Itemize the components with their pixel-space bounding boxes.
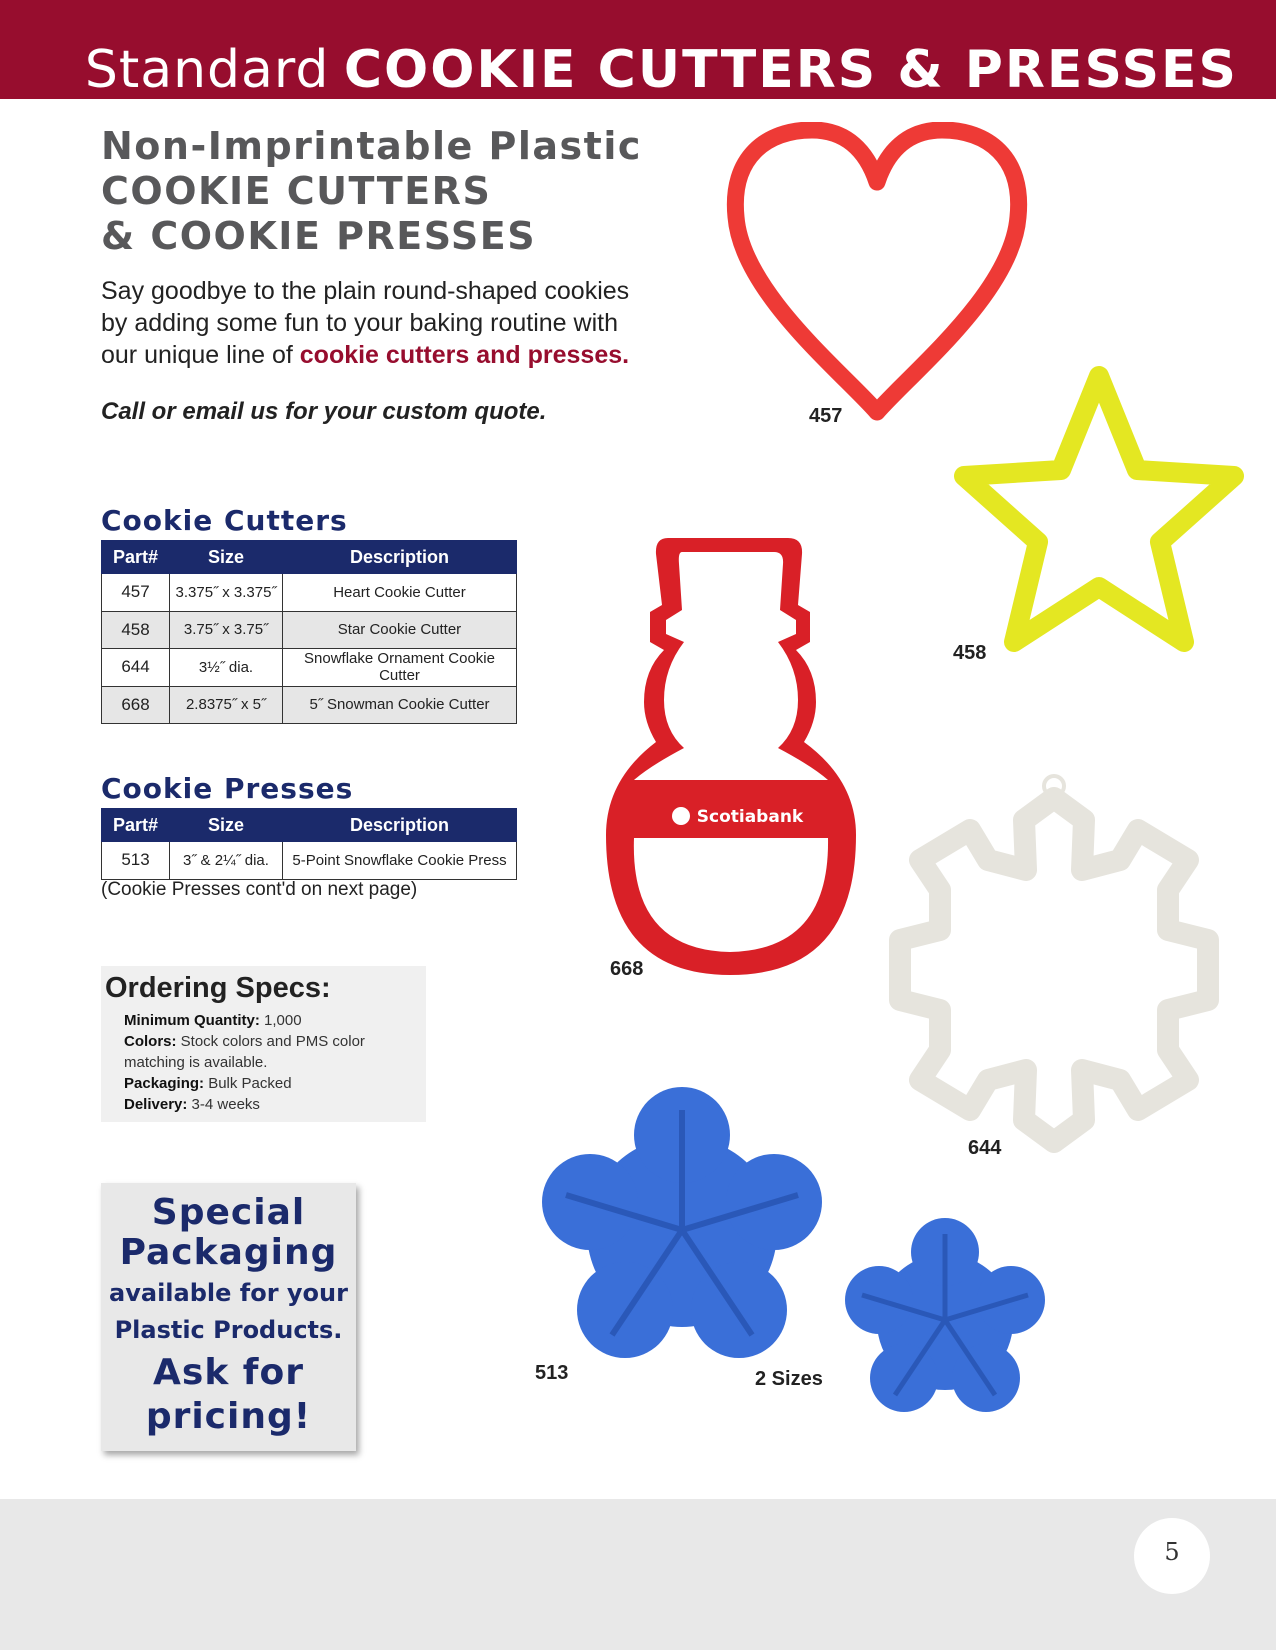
cell-description: Snowflake Ornament Cookie Cutter [283, 649, 517, 687]
page-title [85, 40, 1238, 100]
spec-value: 3-4 weeks [187, 1096, 260, 1113]
ordering-specs-title: Ordering Specs: [105, 972, 331, 1004]
presses-table [101, 808, 517, 880]
cell-part: 458 [102, 611, 170, 649]
column-header-size: Size [170, 809, 283, 842]
page-number: 5 [1164, 1538, 1180, 1566]
table-header-row [102, 541, 517, 574]
cell-size: 3½˝ dia. [170, 649, 283, 687]
cell-size: 2.8375˝ x 5˝ [170, 686, 283, 724]
table-header-row [102, 809, 517, 842]
main-heading [101, 124, 642, 259]
spec-colors [124, 1031, 419, 1073]
spec-minimum-quantity [124, 1010, 419, 1031]
spec-label: Packaging: [124, 1075, 205, 1092]
scotiabank-logo-text: Scotiabank [696, 807, 804, 827]
column-header-part: Part# [102, 809, 170, 842]
heading-line-1: Non-Imprintable Plastic [101, 124, 642, 168]
snowflake-cookie-cutter-image [888, 770, 1223, 1170]
label-644: 644 [968, 1137, 1002, 1159]
table-row [102, 611, 517, 649]
table-row [102, 686, 517, 724]
column-header-description: Description [283, 809, 517, 842]
label-668: 668 [610, 958, 644, 980]
cell-description: 5-Point Snowflake Cookie Press [283, 842, 517, 880]
cell-size: 3˝ & 2¼˝ dia. [170, 842, 283, 880]
snowflake-shape [900, 798, 1208, 1142]
packaging-line-6: pricing! [145, 1396, 312, 1437]
spec-label: Delivery: [124, 1096, 188, 1113]
special-packaging-box [101, 1183, 356, 1451]
table-row [102, 574, 517, 612]
ordering-specs-box [101, 966, 426, 1122]
ordering-specs-list [124, 1010, 419, 1115]
intro-text: Say goodbye to the plain round-shaped cookies by adding some fun to your baking routine with our unique line of [101, 277, 630, 369]
table-row [102, 842, 517, 880]
label-458: 458 [953, 642, 987, 664]
snowflake-press-small-image [835, 1210, 1055, 1435]
spec-packaging [124, 1073, 419, 1094]
cell-part: 644 [102, 649, 170, 687]
intro-paragraph [101, 275, 661, 371]
cutters-table [101, 540, 517, 724]
cell-part: 457 [102, 574, 170, 612]
star-shape [964, 376, 1234, 642]
packaging-line-3: available for your [109, 1279, 348, 1307]
label-457: 457 [809, 405, 843, 427]
label-513: 513 [535, 1362, 569, 1384]
page-title-light: Standard [84, 40, 330, 100]
column-header-description: Description [283, 541, 517, 574]
cutters-title: Cookie Cutters [101, 504, 348, 537]
cell-part: 668 [102, 686, 170, 724]
spec-label: Minimum Quantity: [124, 1012, 260, 1029]
cell-description: 5˝ Snowman Cookie Cutter [283, 686, 517, 724]
presses-note: (Cookie Presses cont'd on next page) [101, 879, 418, 900]
packaging-line-1: Special [151, 1192, 306, 1233]
spec-delivery [124, 1094, 419, 1115]
packaging-line-4: Plastic Products. [114, 1316, 343, 1344]
presses-title: Cookie Presses [101, 772, 354, 805]
snowflake-press-large-image [530, 1080, 835, 1390]
table-row [102, 649, 517, 687]
packaging-line-5: Ask for [153, 1352, 304, 1393]
cell-size: 3.75˝ x 3.75˝ [170, 611, 283, 649]
page-title-bold: COOKIE CUTTERS & PRESSES [343, 40, 1238, 100]
heading-line-3: & COOKIE PRESSES [101, 214, 537, 258]
label-2-sizes: 2 Sizes [755, 1368, 823, 1390]
header-bar [0, 0, 1276, 99]
column-header-part: Part# [102, 541, 170, 574]
scotiabank-logo-icon [672, 807, 690, 825]
footer-bar [0, 1499, 1276, 1650]
snowman-cookie-cutter-image [598, 530, 863, 985]
cell-description: Heart Cookie Cutter [283, 574, 517, 612]
cell-part: 513 [102, 842, 170, 880]
call-to-action: Call or email us for your custom quote. [101, 398, 547, 425]
packaging-line-2: Packaging [119, 1232, 338, 1273]
cell-size: 3.375˝ x 3.375˝ [170, 574, 283, 612]
spec-value: Stock colors and PMS color matching is available. [124, 1033, 365, 1071]
intro-highlight: cookie cutters and presses. [299, 341, 630, 369]
cell-description: Star Cookie Cutter [283, 611, 517, 649]
spec-label: Colors: [124, 1033, 177, 1050]
spec-value: Bulk Packed [204, 1075, 292, 1092]
heading-line-2: COOKIE CUTTERS [101, 169, 492, 213]
spec-value: 1,000 [259, 1012, 302, 1029]
page-number-badge [1134, 1518, 1210, 1594]
star-cookie-cutter-image [940, 362, 1250, 662]
column-header-size: Size [170, 541, 283, 574]
